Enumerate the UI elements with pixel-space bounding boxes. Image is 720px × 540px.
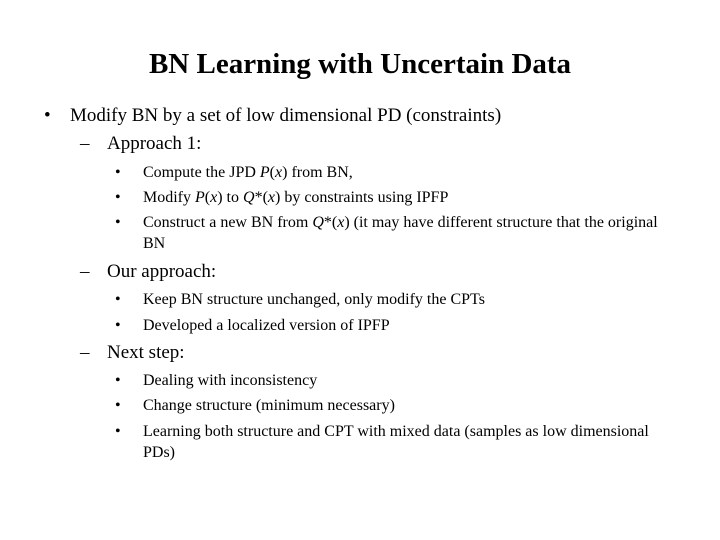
bullet-icon: • <box>44 105 51 126</box>
dash-icon: – <box>80 342 90 363</box>
list-item-text: Keep BN structure unchanged, only modify the CPTs <box>143 291 485 308</box>
list-item-text: Change structure (minimum necessary) <box>143 397 395 414</box>
bullet-icon: • <box>115 317 121 334</box>
dash-icon: – <box>80 261 90 282</box>
section-heading-text: Next step: <box>107 342 185 363</box>
main-point-text: Modify BN by a set of low dimensional PD (constraints) <box>70 105 502 126</box>
section-heading-text: Approach 1: <box>107 133 202 154</box>
bullet-icon: • <box>115 423 121 440</box>
section-heading-next-step <box>80 341 185 365</box>
dash-icon: – <box>80 133 90 154</box>
bullet-icon: • <box>115 372 121 389</box>
bullet-icon: • <box>115 291 121 308</box>
list-item-text: Learning both structure and CPT with mixed data (samples as low dimensional PDs) <box>143 423 649 461</box>
list-item-text: Developed a localized version of IPFP <box>143 317 390 334</box>
list-item-text: Modify P(x) to Q*(x) by constraints using IPFP <box>143 189 449 206</box>
list-item-text: Construct a new BN from Q*(x) (it may have different structure that the original BN <box>143 214 658 252</box>
bullet-icon: • <box>115 164 121 181</box>
slide-title: BN Learning with Uncertain Data <box>148 48 572 80</box>
list-item-text: Dealing with inconsistency <box>143 372 318 389</box>
section-heading-text: Our approach: <box>107 261 217 282</box>
section-heading-approach-1 <box>80 132 201 156</box>
bullet-icon: • <box>115 397 121 414</box>
list-item-text: Compute the JPD P(x) from BN, <box>143 164 353 181</box>
bullet-icon: • <box>115 214 121 231</box>
bullet-icon: • <box>115 189 121 206</box>
section-heading-our-approach <box>80 260 216 284</box>
